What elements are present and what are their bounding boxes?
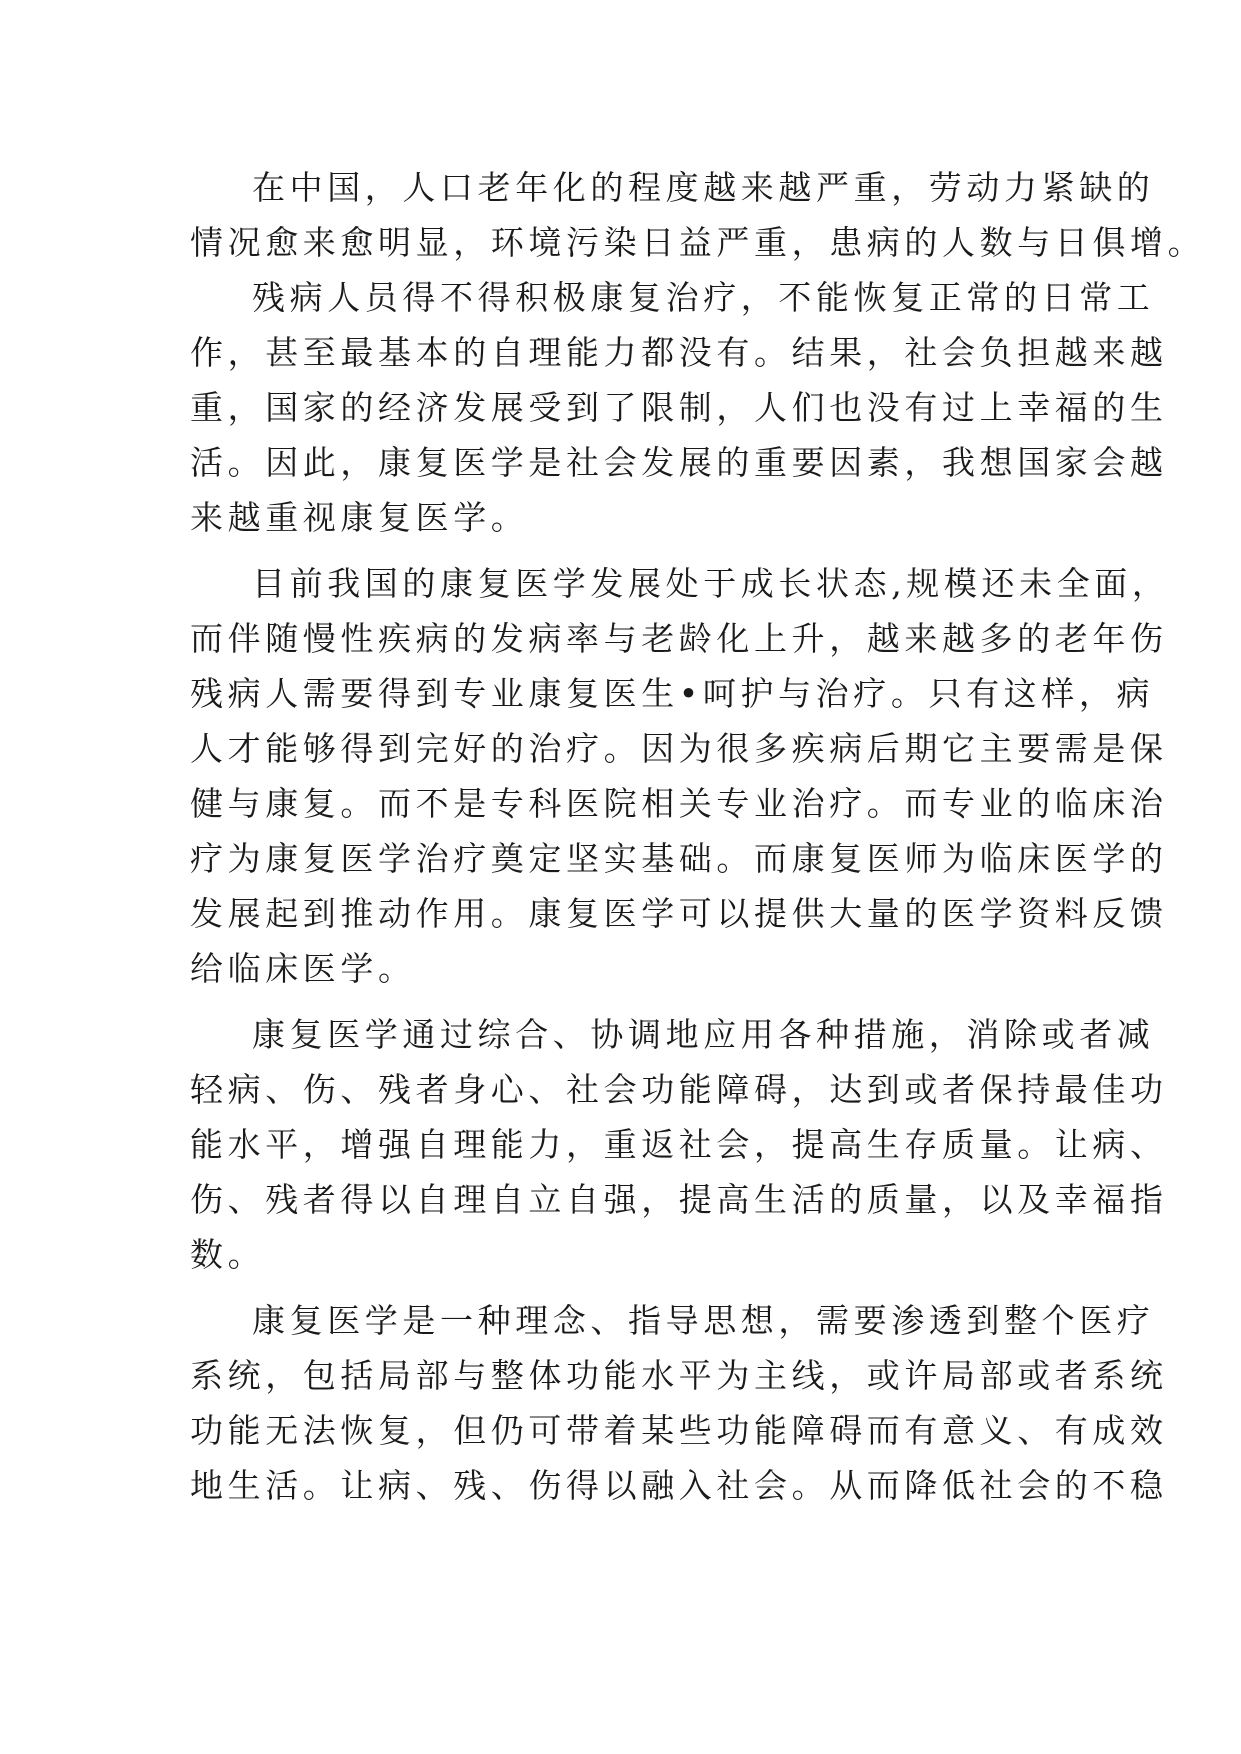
- text-line-18: 能水平，增强自理能力，重返社会，提高生存质量。让病、: [190, 1125, 1168, 1164]
- text-line-5: 重，国家的经济发展受到了限制，人们也没有过上幸福的生: [190, 388, 1168, 427]
- text-line-12: 健与康复。而不是专科医院相关专业治疗。而专业的临床治: [190, 784, 1168, 823]
- text-line-21: 康复医学是一种理念、指导思想，需要渗透到整个医疗: [252, 1301, 1155, 1340]
- text-line-11: 人才能够得到完好的治疗。因为很多疾病后期它主要需是保: [190, 729, 1168, 768]
- text-line-19: 伤、残者得以自理自立自强，提高生活的质量，以及幸福指: [190, 1180, 1168, 1219]
- text-line-4: 作，甚至最基本的自理能力都没有。结果，社会负担越来越: [190, 333, 1168, 372]
- text-line-17: 轻病、伤、残者身心、社会功能障碍，达到或者保持最佳功: [190, 1070, 1168, 1109]
- text-line-6: 活。因此，康复医学是社会发展的重要因素，我想国家会越: [190, 443, 1168, 482]
- text-line-23: 功能无法恢复，但仍可带着某些功能障碍而有意义、有成效: [190, 1411, 1168, 1450]
- text-line-9: 而伴随慢性疾病的发病率与老龄化上升，越来越多的老年伤: [190, 619, 1168, 658]
- text-line-1: 在中国，人口老年化的程度越来越严重，劳动力紧缺的: [252, 168, 1155, 207]
- text-line-15: 给临床医学。: [190, 949, 416, 988]
- text-line-20: 数。: [190, 1235, 266, 1274]
- text-line-8: 目前我国的康复医学发展处于成长状态,规模还未全面，: [252, 564, 1170, 603]
- text-line-2: 情况愈来愈明显，环境污染日益严重，患病的人数与日俱增。: [190, 223, 1206, 262]
- text-line-13: 疗为康复医学治疗奠定坚实基础。而康复医师为临床医学的: [190, 839, 1168, 878]
- text-line-7: 来越重视康复医学。: [190, 498, 529, 537]
- text-line-10: 残病人需要得到专业康复医生•呵护与治疗。只有这样，病: [190, 674, 1155, 713]
- text-line-3: 残病人员得不得积极康复治疗，不能恢复正常的日常工: [252, 278, 1155, 317]
- text-line-24: 地生活。让病、残、伤得以融入社会。从而降低社会的不稳: [190, 1466, 1168, 1505]
- text-line-22: 系统，包括局部与整体功能水平为主线，或许局部或者系统: [190, 1356, 1168, 1395]
- text-line-16: 康复医学通过综合、协调地应用各种措施，消除或者减: [252, 1015, 1155, 1054]
- text-line-14: 发展起到推动作用。康复医学可以提供大量的医学资料反馈: [190, 894, 1168, 933]
